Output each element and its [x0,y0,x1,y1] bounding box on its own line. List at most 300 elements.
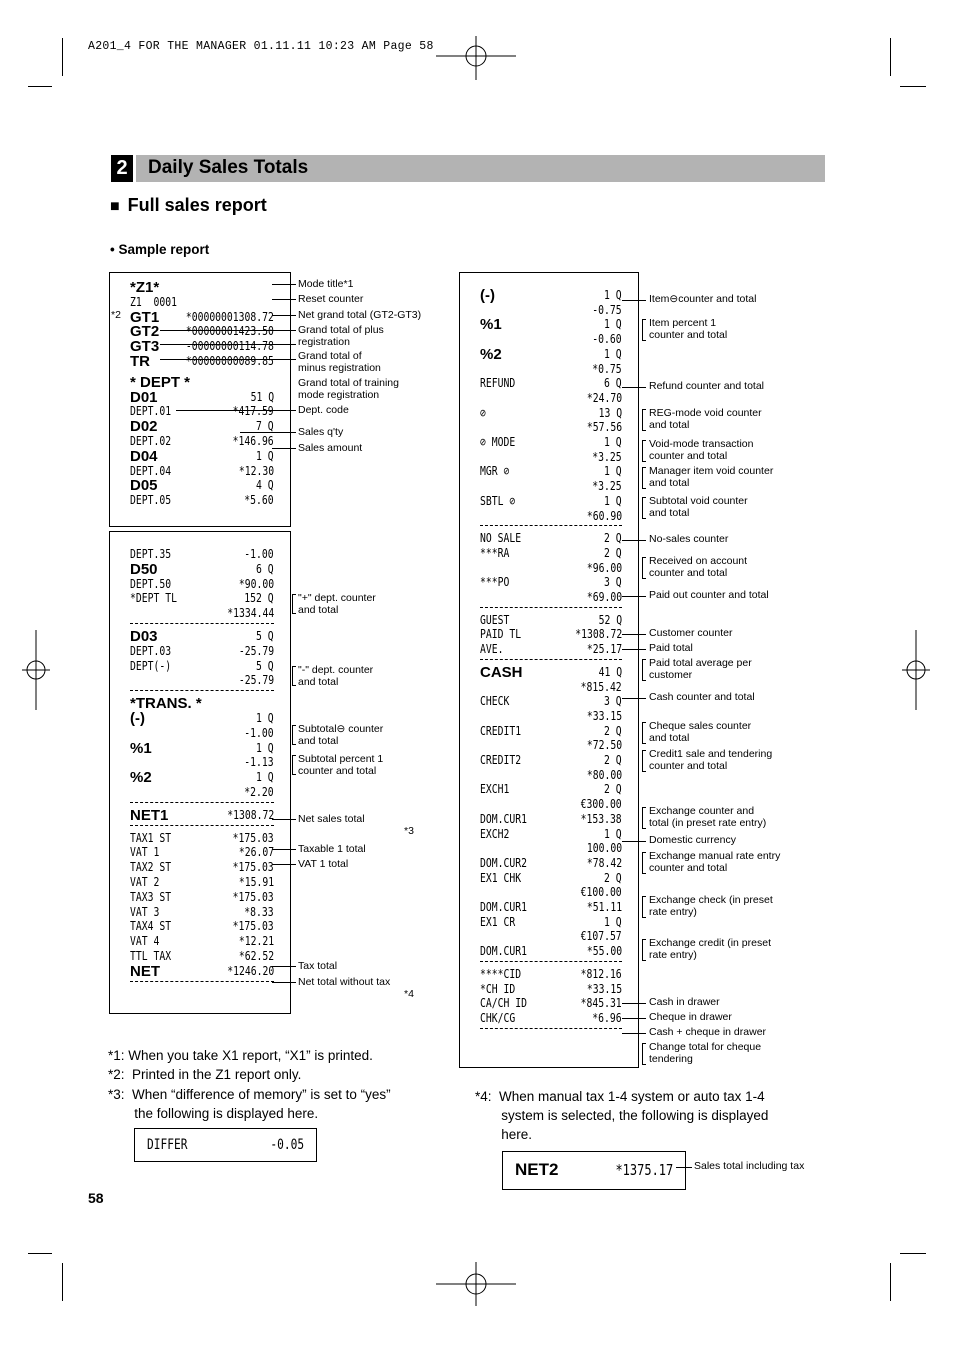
receipt-value: *845.31 [580,995,622,1011]
receipt-line [110,448,290,463]
annotation-grand-training: Grand total of training mode registration [298,377,399,401]
receipt-value: *0.75 [592,360,622,376]
receipt-line [460,302,638,317]
net2-value: *1375.17 [615,1161,673,1179]
annotation-reset-counter: Reset counter [298,293,364,305]
receipt-value: *57.56 [586,419,622,435]
subsection-title: ■ Full sales report [110,195,267,215]
receipt-line [460,767,638,782]
receipt-value: 1 Q [256,769,274,785]
receipt-right [459,272,639,1068]
brace [642,807,646,829]
annotation-sales-amount: Sales amount [298,442,363,454]
receipt-line [460,493,638,508]
leader-line [272,299,296,300]
receipt-label: *CH ID [480,980,516,996]
receipt-label: %2 [130,769,152,787]
receipt-value: *5.60 [244,492,274,508]
receipt-line [460,679,638,694]
receipt-value: 1 Q [604,345,622,361]
receipt-label: D50 [130,560,158,578]
receipt-value: 52 Q [598,611,622,627]
leader-line [272,849,296,850]
leader-line [272,966,296,967]
receipt-value: *25.17 [586,641,622,657]
receipt-value: -0.60 [592,331,622,347]
receipt-label: DOM.CUR1 [480,810,527,826]
receipt-value: *815.42 [580,678,622,694]
crop-mark [890,1263,891,1301]
receipt-value: *417.59 [232,403,274,419]
annotation-right-9: Paid out counter and total [649,589,769,601]
receipt-label: * DEPT * [130,373,191,391]
receipt-label: VAT 3 [130,903,160,919]
receipt-line [110,784,290,799]
receipt-label: DOM.CUR2 [480,854,527,870]
receipt-value: *1246.20 [227,962,274,978]
annotation-right-17: Domestic currency [649,834,736,846]
receipt-value: -1.00 [244,724,274,740]
brace [642,319,646,341]
receipt-value: 1 Q [604,434,622,449]
receipt-line [460,1010,638,1025]
leader-line [272,448,296,449]
receipt-value: *51.11 [586,899,622,914]
receipt-label: TTL TAX [130,948,172,963]
receipt-value: *80.00 [586,766,622,782]
annotation-right-19: Exchange check (in preset rate entry) [649,894,773,918]
receipt-label: TAX4 ST [130,918,172,934]
receipt-line [460,612,638,627]
receipt-label: DEPT.04 [130,462,172,478]
annotation-right-21: Cash in drawer [649,996,720,1008]
receipt-divider [480,659,622,660]
receipt-line [460,943,638,958]
receipt-value: -1.13 [244,754,274,770]
leader-line [176,410,296,411]
receipt-line [460,723,638,738]
receipt-value: 7 Q [256,418,274,434]
registration-mark-top [436,36,516,80]
receipt-divider [480,607,622,608]
annotation-right-24: Change total for cheque tendering [649,1041,762,1065]
receipt-line [460,390,638,405]
receipt-line [460,626,638,641]
differ-box [134,1128,317,1162]
receipt-value: *72.50 [586,737,622,753]
brace [642,896,646,918]
receipt-line [110,672,290,687]
receipt-divider [130,825,274,826]
receipt-value: *96.00 [586,559,622,575]
receipt-label: %2 [480,345,502,363]
receipt-line [460,884,638,899]
receipt-line [110,918,290,933]
receipt-value: €300.00 [580,796,622,812]
receipt-value: *33.15 [586,707,622,723]
receipt-value: *175.03 [232,918,274,934]
receipt-label: NO SALE [480,530,522,546]
receipt-line [460,737,638,752]
receipt-label: EXCH2 [480,825,510,841]
footnote-4: *4: When manual tax 1-4 system or auto tax 1-4 system is selected, the following is displayed here. [475,1089,769,1142]
receipt-line [110,576,290,591]
annotation-right-0: Item⊖counter and total [649,293,757,305]
receipt-value: 152 Q [244,590,274,606]
receipt-value: *812.16 [580,965,622,981]
receipt-value: €107.57 [580,928,622,944]
annotation-right-4: Void-mode transaction counter and total [649,438,754,462]
annotation-right-1: Item percent 1 counter and total [649,317,728,341]
leader-line [622,1003,646,1004]
receipt-divider [480,961,622,962]
receipt-line [460,545,638,560]
receipt-line [460,840,638,855]
crop-mark [28,1253,52,1254]
leader-line [622,1033,646,1034]
annotation-subtotal-minus: Subtotal⊖ counter and total [298,723,384,747]
receipt-line [460,981,638,996]
receipt-label: GT2 [130,323,160,341]
receipt-value: 1 Q [604,492,622,508]
annotation-net-sales: Net sales total [298,813,365,825]
receipt-divider [480,1028,622,1029]
receipt-label: *DEPT TL [130,590,177,606]
receipt-value: 13 Q [598,404,622,420]
annotation-minus-dept: "-" dept. counter and total [298,664,374,688]
receipt-label: *TRANS. * [130,695,202,713]
receipt-line [110,807,290,822]
receipt-value: 4 Q [256,477,274,493]
leader-line [622,841,646,842]
brace [642,750,646,772]
leader-line [622,540,646,541]
receipt-label: CREDIT2 [480,752,522,767]
receipt-label: GT1 [130,308,160,326]
crop-mark [900,1253,926,1254]
square-bullet-icon: ■ [110,198,120,215]
leader-line [160,359,296,360]
crop-mark [890,38,891,76]
receipt-value: *26.07 [238,844,274,860]
receipt-value: 1 Q [604,825,622,841]
receipt-line [460,995,638,1010]
receipt-line [460,928,638,943]
net2-label: NET2 [515,1160,559,1179]
receipt-line [110,710,290,725]
receipt-line [110,830,290,845]
receipt-label: TAX2 ST [130,859,172,875]
brace [292,755,296,775]
receipt-line [110,309,290,324]
receipt-value: *24.70 [586,389,622,405]
section-number: 2 [111,155,133,182]
receipt-value: 2 Q [604,869,622,885]
receipt-label: NET [130,962,160,980]
receipt-label: DOM.CUR1 [480,943,527,959]
receipt-value: -1.00 [244,546,274,561]
receipt-line [460,331,638,346]
brace [642,659,646,681]
annotation-sales-qty: Sales q'ty [298,426,344,438]
receipt-line [460,287,638,302]
receipt-line [460,361,638,376]
receipt-line [110,561,290,576]
annotation-right-18: Exchange manual rate entry counter and total [649,850,781,874]
receipt-value: -00000000114.78 [185,338,274,354]
receipt-line [110,963,290,978]
receipt-value: *3.25 [592,448,622,464]
receipt-line [110,546,290,561]
receipt-line [110,418,290,436]
receipt-value: *00000000089.85 [185,353,274,368]
leader-line [272,864,296,865]
brace [292,725,296,745]
receipt-line [460,708,638,723]
receipt-value: -0.75 [592,301,622,317]
leader-line [622,649,646,650]
receipt-label: D01 [130,388,158,406]
receipt-line [460,449,638,464]
receipt-line [110,628,290,643]
receipt-value: *175.03 [232,859,274,875]
receipt-value: *69.00 [586,589,622,604]
receipt-value: *1308.72 [227,806,274,822]
receipt-label: TAX3 ST [130,888,172,904]
receipt-line [460,870,638,885]
receipt-label: D04 [130,447,158,465]
receipt-line [110,948,290,963]
receipt-label: D05 [130,477,158,495]
receipt-line [110,374,290,389]
receipt-line [460,419,638,434]
receipt-line [110,477,290,495]
receipt-label: DEPT.02 [130,433,172,448]
brace [642,852,646,874]
leader-line [676,1167,692,1168]
receipt-label: D02 [130,418,158,436]
receipt-value: *1334.44 [227,605,274,621]
annotation-right-16: Exchange counter and total (in preset rate entry) [649,805,767,829]
annotation-net-grand-total: Net grand total (GT2-GT3) [298,309,422,321]
receipt-label: VAT 4 [130,933,160,949]
annotation-star3: *3 [404,825,414,837]
annotation-grand-plus: Grand total of plus registration [298,324,384,348]
leader-line [622,387,646,388]
print-slug: A201_4 FOR THE MANAGER 01.11.11 10:23 AM Page 58 [88,40,434,53]
receipt-label: DEPT.01 [130,403,172,419]
receipt-value: 2 Q [604,722,622,738]
receipt-value: 1 Q [256,447,274,463]
annotation-right-23: Cash + cheque in drawer [649,1026,767,1038]
annotation-dept-code: Dept. code [298,404,349,416]
annotation-right-10: Customer counter [649,627,733,639]
crop-mark [28,86,52,87]
receipt-left-top [109,272,291,527]
receipt-label: NET1 [130,806,169,824]
receipt-label: DOM.CUR1 [480,899,527,914]
receipt-value: 1 Q [604,913,622,929]
receipt-label: REFUND [480,375,516,391]
receipt-line [110,740,290,755]
receipt-line [110,492,290,507]
receipt-value: *175.03 [232,829,274,845]
receipt-label: Z1 0001 [130,293,177,309]
annotation-right-7: No-sales counter [649,533,729,545]
brace [642,939,646,961]
receipt-label: VAT 2 [130,874,160,889]
net2-box [502,1151,686,1190]
receipt-line [460,641,638,656]
receipt-line [460,796,638,811]
receipt-value: *3.25 [592,478,622,494]
leader-line [272,819,296,820]
receipt-label: GUEST [480,611,510,627]
receipt-value: *175.03 [232,888,274,904]
annotation-right-11: Paid total [649,642,693,654]
receipt-value: 6 Q [256,560,274,576]
receipt-value: 1 Q [604,463,622,479]
receipt-label: ⊘ [480,404,486,420]
receipt-line [110,889,290,904]
receipt-value: *15.91 [238,874,274,889]
receipt-value: 5 Q [256,657,274,673]
receipt-value: 51 Q [250,388,274,404]
receipt-line [110,590,290,605]
receipt-line [460,375,638,390]
receipt-line [460,463,638,478]
receipt-label: (-) [480,287,495,304]
annotation-mode-title: Mode title*1 [298,278,354,290]
brace [642,440,646,462]
receipt-label: GT3 [130,338,160,356]
receipt-line [110,294,290,309]
receipt-value: *6.96 [592,1009,622,1025]
receipt-line [460,574,638,589]
brace [642,722,646,744]
receipt-label: %1 [130,739,152,757]
receipt-value: -25.79 [238,642,274,658]
receipt-label: CREDIT1 [480,722,522,738]
receipt-value: 1 Q [604,287,622,302]
receipt-value: 1 Q [256,739,274,755]
receipt-label: %1 [480,316,502,334]
receipt-label: *Z1* [130,279,160,296]
receipt-label: TAX1 ST [130,829,172,845]
receipt-label: EX1 CR [480,913,516,929]
annotation-subtotal-percent: Subtotal percent 1 counter and total [298,753,384,777]
brace [642,497,646,519]
receipt-value: *8.33 [244,903,274,919]
sample-report-label: • Sample report [110,242,210,257]
receipt-divider [130,690,274,691]
leader-line [622,300,646,301]
leader-line [272,982,296,983]
annotation-net-without-tax: Net total without tax [298,976,391,988]
annotation-right-12: Paid total average per customer [649,657,752,681]
receipt-line [460,899,638,914]
annotation-star4: *4 [404,988,414,1000]
receipt-line [460,405,638,420]
brace [642,467,646,489]
leader-line [272,284,296,285]
receipt-label: ****CID [480,965,522,981]
receipt-label: EXCH1 [480,781,510,797]
receipt-line [460,530,638,545]
receipt-value: *62.52 [238,948,274,963]
receipt-label: ⊘ MODE [480,434,516,449]
receipt-label: ***PO [480,574,510,590]
differ-label: DIFFER [147,1137,188,1153]
receipt-line [110,279,290,294]
receipt-divider [130,981,274,982]
receipt-value: *60.90 [586,507,622,523]
receipt-value: *12.21 [238,933,274,949]
footnote-3: *3: When “difference of memory” is set to “yes” the following is displayed here. [108,1087,391,1121]
receipt-line [110,844,290,859]
receipt-value: €100.00 [580,884,622,900]
receipt-value: *00000001423.50 [185,323,274,339]
receipt-line [460,693,638,708]
receipt-value: 2 Q [604,781,622,797]
annotation-right-8: Received on account counter and total [649,555,748,579]
brace [292,594,296,614]
receipt-line [110,859,290,874]
receipt-line [110,463,290,478]
net2-annotation: Sales total including tax [694,1160,805,1172]
receipt-line [110,904,290,919]
annotation-right-22: Cheque in drawer [649,1011,732,1023]
receipt-line [110,933,290,948]
receipt-line [460,560,638,575]
annotation-right-2: Refund counter and total [649,380,764,392]
receipt-value: *78.42 [586,854,622,870]
receipt-value: 6 Q [604,375,622,391]
crop-mark [900,86,926,87]
receipt-value: 3 Q [604,574,622,590]
registration-mark-left [22,630,50,710]
receipt-line [110,338,290,356]
receipt-label: CHECK [480,693,510,709]
receipt-divider [480,525,622,526]
receipt-line [110,643,290,658]
brace [642,409,646,431]
receipt-line [110,874,290,889]
receipt-line [460,346,638,361]
receipt-line [460,855,638,870]
receipt-line [460,752,638,767]
annotation-tax-total: Tax total [298,960,338,972]
receipt-left-bottom [109,531,291,1014]
leader-line [272,315,296,316]
receipt-label: CA/CH ID [480,995,527,1011]
leader-line [160,330,296,331]
receipt-line [460,478,638,493]
receipt-value: *146.96 [232,433,274,448]
differ-value: -0.05 [270,1137,304,1153]
registration-mark-right [902,630,930,710]
receipt-line [110,605,290,620]
receipt-line [460,781,638,796]
receipt-line [110,658,290,673]
receipt-label: DEPT.35 [130,546,172,561]
receipt-line [460,811,638,826]
annotation-right-6: Subtotal void counter and total [649,495,748,519]
receipt-value: *12.30 [238,462,274,478]
brace [642,557,646,579]
receipt-value: *55.00 [586,943,622,959]
receipt-line [460,508,638,523]
